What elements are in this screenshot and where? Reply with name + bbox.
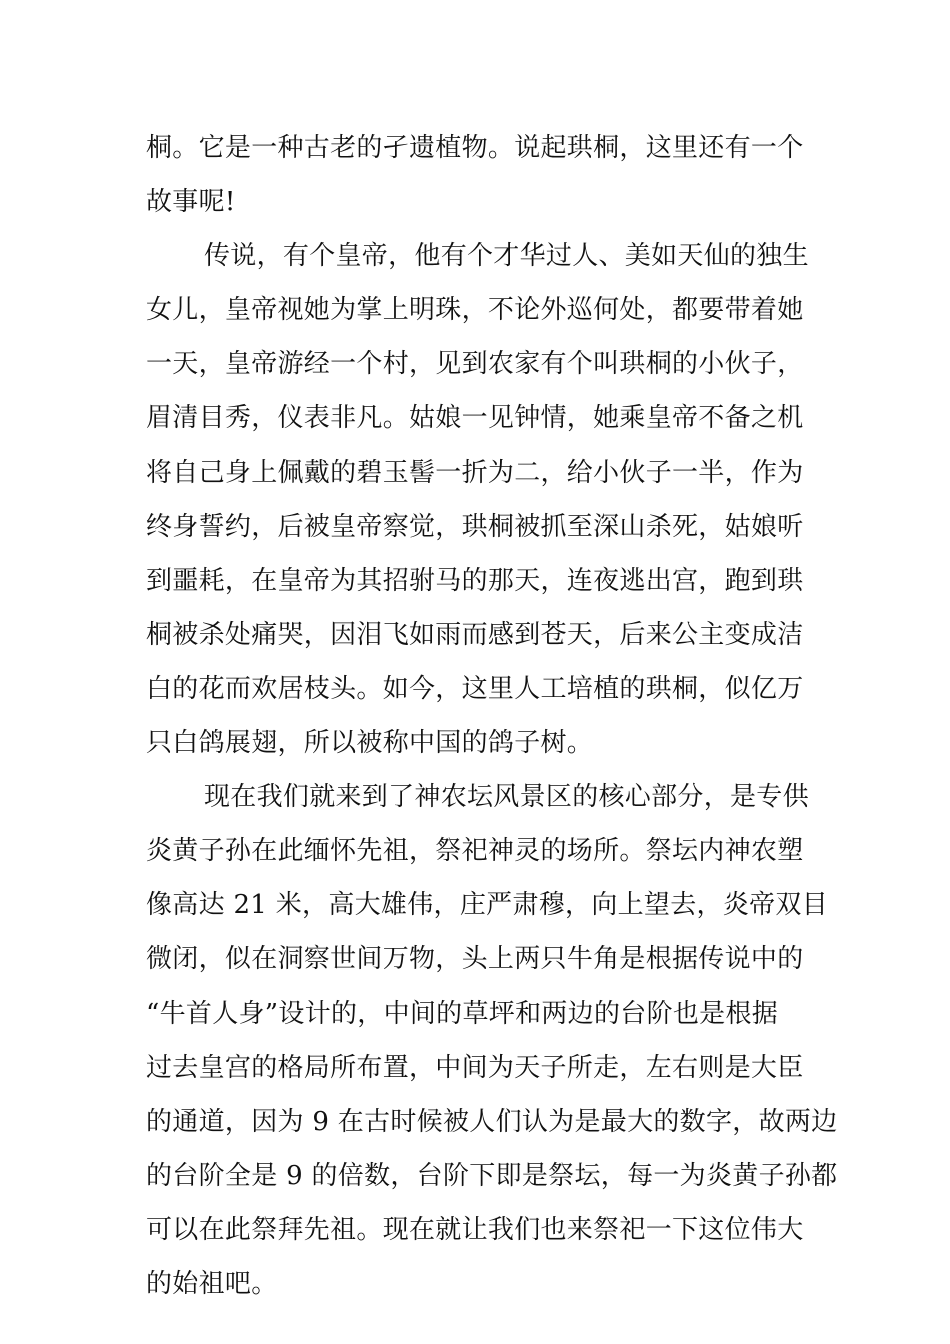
- text-line: 一天，皇帝游经一个村，见到农家有个叫珙桐的小伙子，: [146, 349, 804, 380]
- paragraph-start-line: 现在我们就来到了神农坛风景区的核心部分，是专供: [204, 782, 809, 813]
- text-line: 女儿，皇帝视她为掌上明珠，不论外巡何处，都要带着她: [146, 295, 804, 326]
- text-line: 的台阶全是 9 的倍数，台阶下即是祭坛，每一为炎黄子孙都: [146, 1160, 838, 1191]
- text-line: 白的花而欢居枝头。如今，这里人工培植的珙桐，似亿万: [146, 673, 804, 704]
- text-line: 将自己身上佩戴的碧玉髻一折为二，给小伙子一半，作为: [146, 457, 804, 488]
- text-line: 可以在此祭拜先祖。现在就让我们也来祭祀一下这位伟大: [146, 1214, 804, 1245]
- text-line: “牛首人身”设计的，中间的草坪和两边的台阶也是根据: [146, 998, 779, 1029]
- text-line: 只白鸽展翅，所以被称中国的鸽子树。: [146, 728, 594, 759]
- text-line: 炎黄子孙在此缅怀先祖，祭祀神灵的场所。祭坛内神农塑: [146, 836, 804, 867]
- text-line: 过去皇宫的格局所布置，中间为天子所走，左右则是大臣: [146, 1052, 804, 1083]
- paragraph-start-line: 传说，有个皇帝，他有个才华过人、美如天仙的独生: [204, 241, 809, 272]
- text-line: 桐。它是一种古老的孑遗植物。说起珙桐，这里还有一个: [146, 133, 804, 163]
- text-line: 桐被杀处痛哭，因泪飞如雨而感到苍天，后来公主变成洁: [146, 619, 804, 650]
- text-line: 到噩耗，在皇帝为其招驸马的那天，连夜逃出宫，跑到珙: [146, 565, 804, 596]
- text-line: 的始祖吧。: [146, 1268, 278, 1299]
- text-line: 像高达 21 米，高大雄伟，庄严肃穆，向上望去，炎帝双目: [146, 890, 829, 921]
- document-body: [146, 121, 838, 1311]
- text-line: 终身誓约，后被皇帝察觉，珙桐被抓至深山杀死，姑娘听: [146, 511, 804, 542]
- text-line: 故事呢!: [146, 187, 236, 218]
- text-line: 的通道，因为 9 在古时候被人们认为是最大的数字，故两边: [146, 1106, 838, 1137]
- text-line: 眉清目秀，仪表非凡。姑娘一见钟情，她乘皇帝不备之机: [146, 403, 804, 434]
- text-line: 微闭，似在洞察世间万物，头上两只牛角是根据传说中的: [146, 944, 804, 975]
